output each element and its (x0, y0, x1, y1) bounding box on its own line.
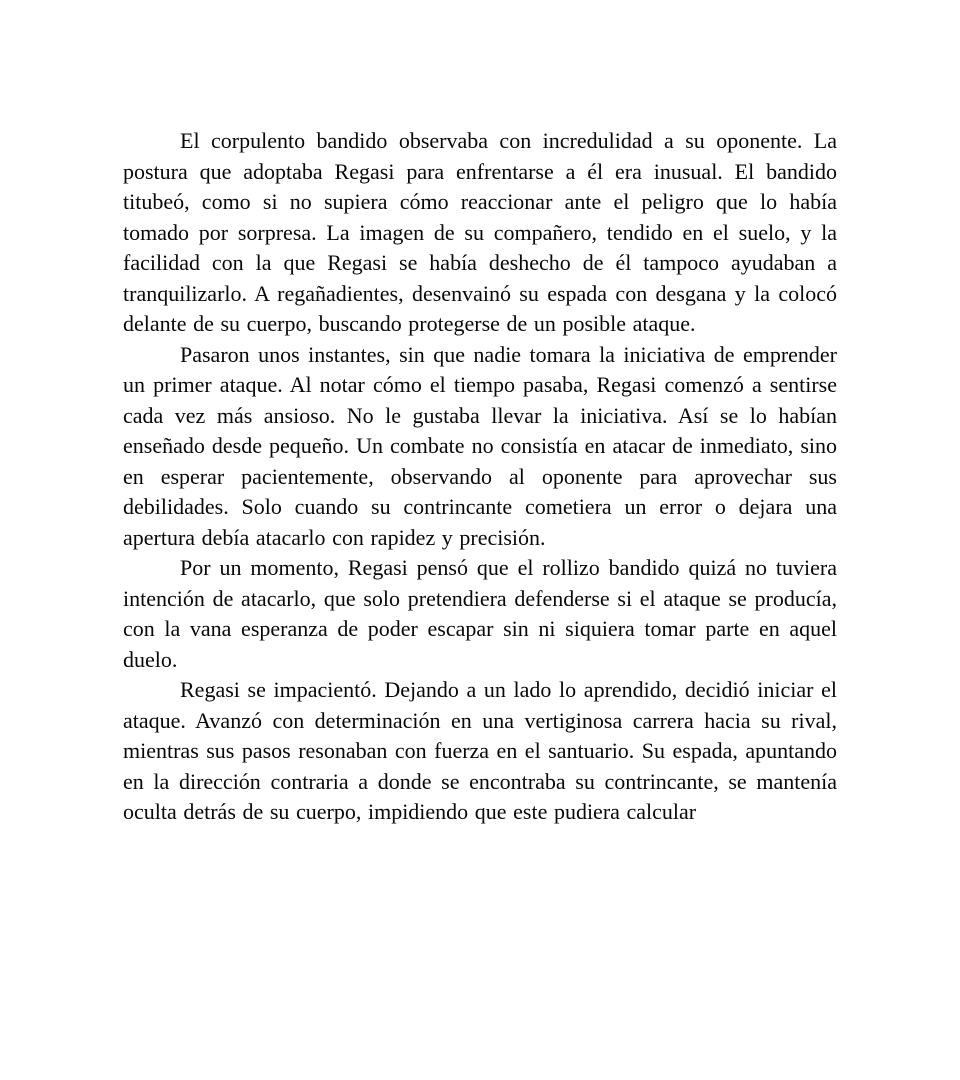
paragraph-3: Por un momento, Regasi pensó que el rollizo bandido quizá no tuviera intención de atacarlo, que solo pretendiera defenderse si el ataque se producía, con la vana esperanza de poder escapar sin ni siquiera tomar parte en aquel duelo. (123, 555, 837, 672)
paragraph-4: Regasi se impacientó. Dejando a un lado lo aprendido, decidió iniciar el ataque. Avanzó con determinación en una vertiginosa carrera hacia su rival, mientras sus pasos resonaban con fuerza en el santuario. Su espada, apuntando en la dirección contraria a donde se encontraba su contrincante, se mantenía oculta detrás de su cuerpo, impidiendo que este pudiera calcular (123, 677, 837, 824)
page-text-block (123, 126, 837, 828)
paragraph-2: Pasaron unos instantes, sin que nadie tomara la iniciativa de emprender un primer ataque. Al notar cómo el tiempo pasaba, Regasi comenzó a sentirse cada vez más ansioso. No le gustaba llevar la iniciativa. Así se lo habían enseñado desde pequeño. Un combate no consistía en atacar de inmediato, sino en esperar pacientemente, observando al oponente para aprovechar sus debilidades. Solo cuando su contrincante cometiera un error o dejara una apertura debía atacarlo con rapidez y precisión. (123, 341, 837, 550)
paragraph-1: El corpulento bandido observaba con incredulidad a su oponente. La postura que adoptaba Regasi para enfrentarse a él era inusual. El bandido titubeó, como si no supiera cómo reaccionar ante el peligro que lo había tomado por sorpresa. La imagen de su compañero, tendido en el suelo, y la facilidad con la que Regasi se había deshecho de él tampoco ayudaban a tranquilizarlo. A regañadientes, desenvainó su espada con desgana y la colocó delante de su cuerpo, buscando protegerse de un posible ataque. (123, 128, 837, 336)
